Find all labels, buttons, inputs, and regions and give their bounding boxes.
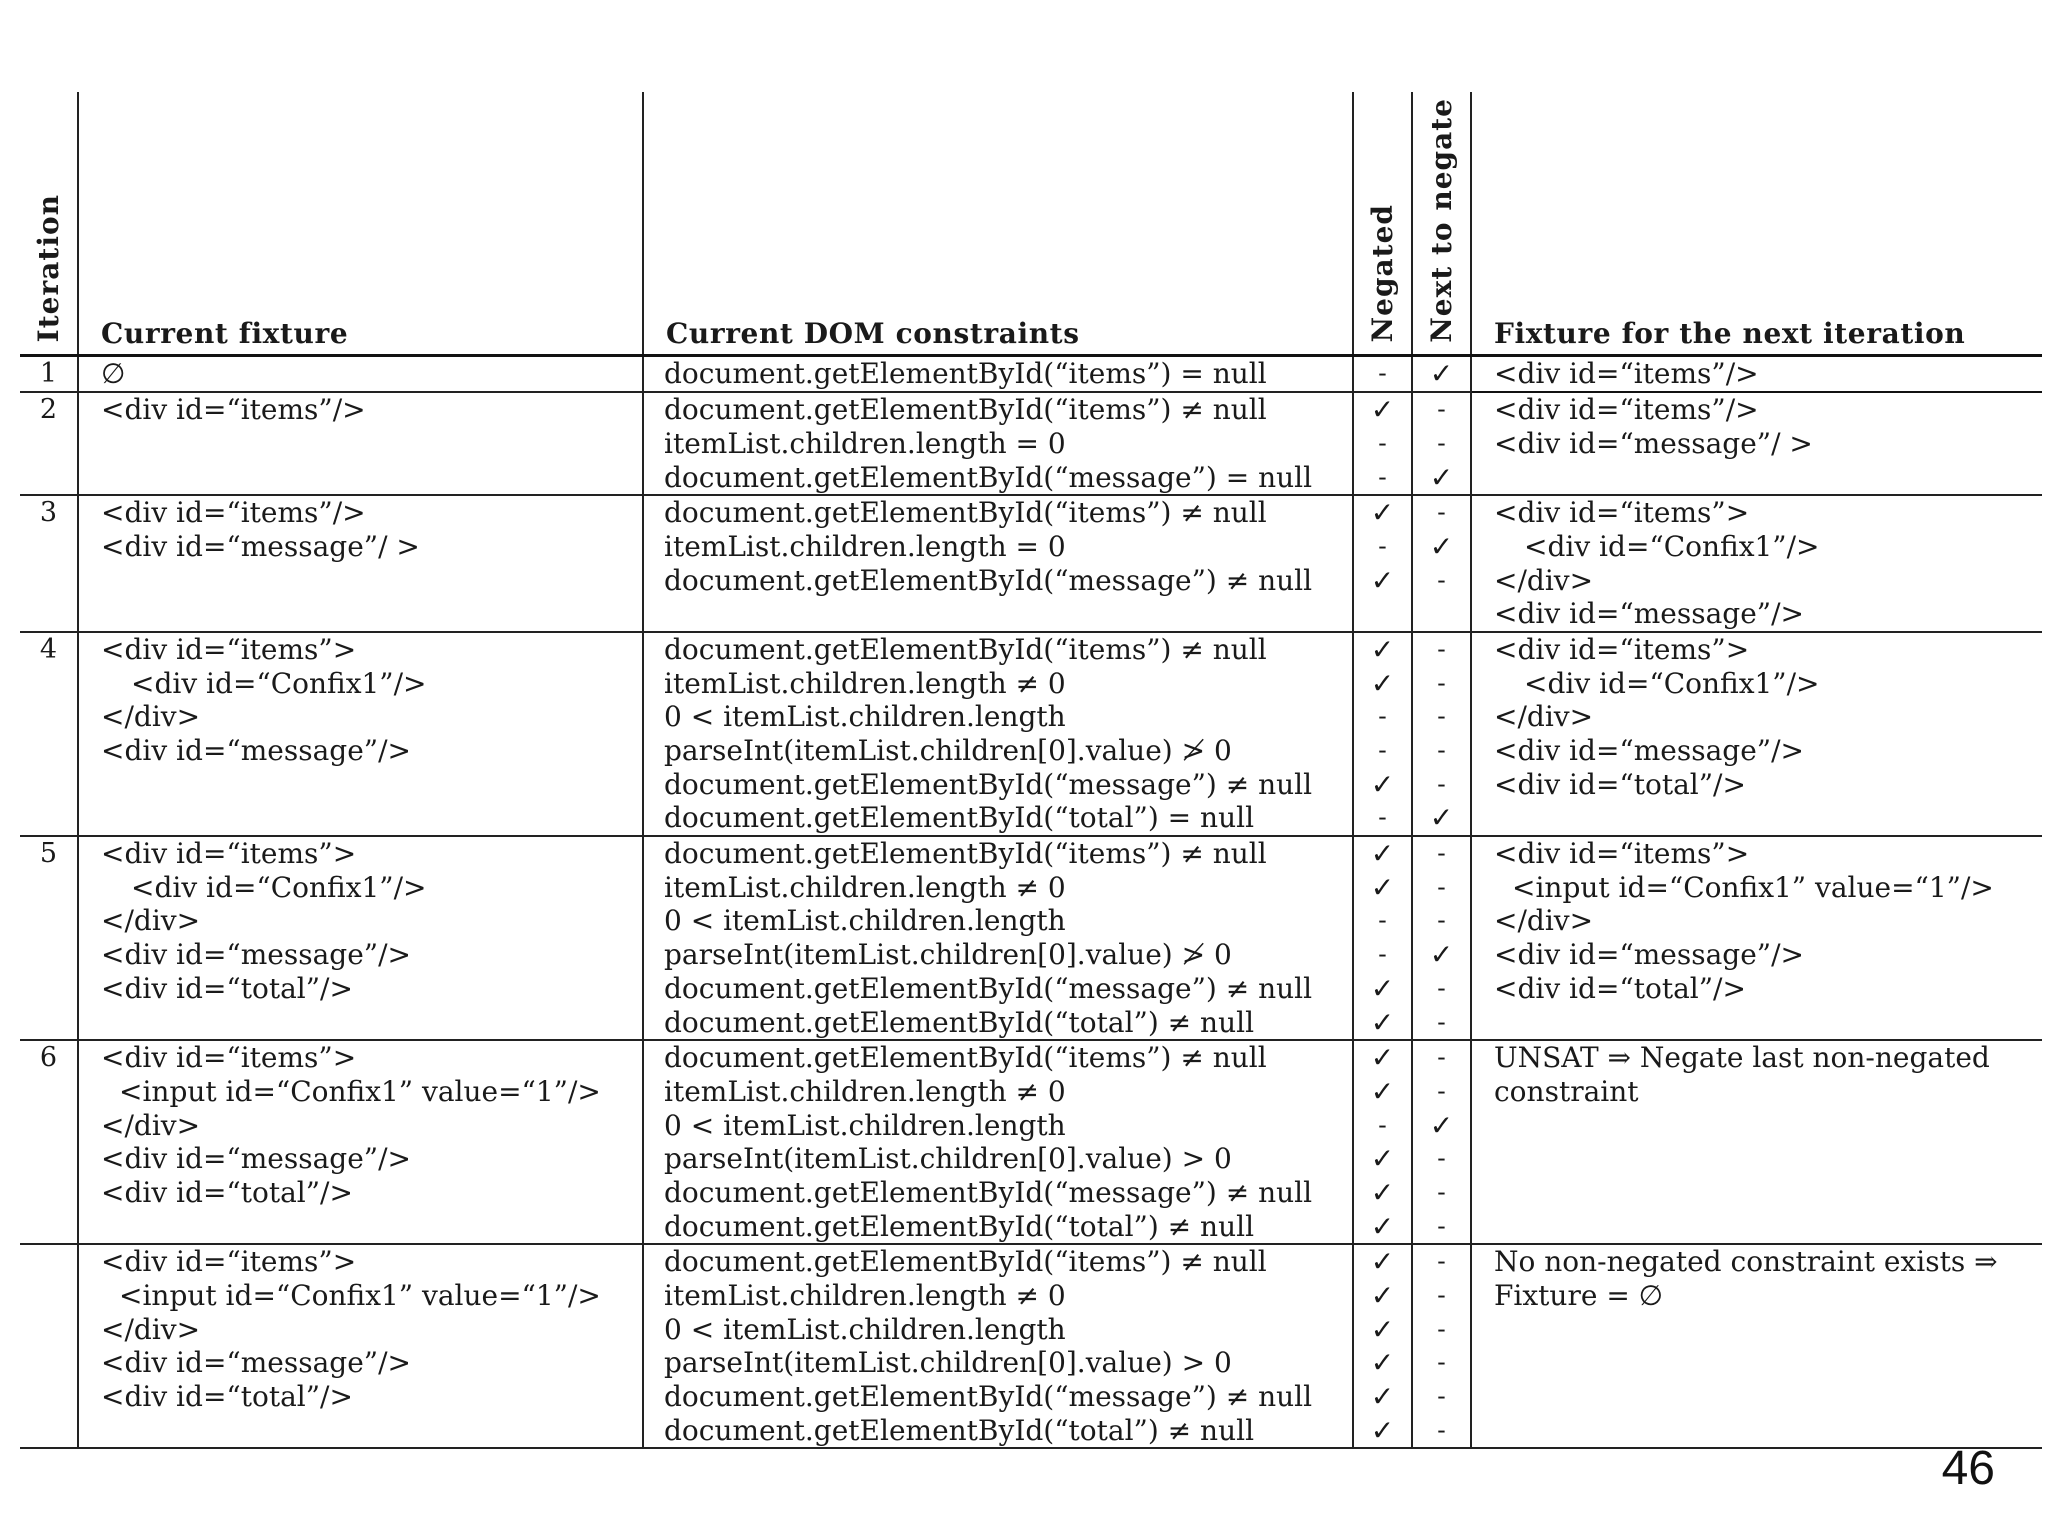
dash-mark: - [1437,1076,1446,1105]
cell-negated [1353,1244,1412,1448]
dash-mark: - [1378,531,1387,560]
check-mark-icon: ✓ [1429,357,1454,391]
cell-next-to-negate [1412,836,1471,1040]
table-row [20,836,2042,1040]
check-mark-icon: ✓ [1370,1380,1395,1414]
dash-mark: - [1437,906,1446,935]
cell-dom-constraints [643,356,1353,392]
cell-current-fixture [78,836,643,1040]
cell-fixture-next-iteration [1471,356,2042,392]
cell-iteration [20,632,78,836]
constraint-line: document.getElementById(“message”) ≠ null [664,1380,1313,1414]
next-fixture-line: <div id=“Confix1”/> [1524,529,1820,563]
iteration-table [20,92,2042,1449]
cell-current-fixture [78,392,643,495]
constraint-line: document.getElementById(“message”) ≠ null [664,1175,1313,1209]
iteration-number: 3 [39,497,58,529]
fixture-line: <div id=“total”/> [101,1175,353,1209]
constraint-line: document.getElementById(“items”) ≠ null [664,1041,1267,1075]
constraint-line: 0 < itemList.children.length [664,700,1066,734]
fixture-line: <div id=“items”> [101,1041,357,1075]
cell-negated [1353,392,1412,495]
cell-next-to-negate [1412,1244,1471,1448]
cell-fixture-next-iteration [1471,392,2042,495]
header-negated-label: Negated [1365,204,1399,343]
fixture-line: ∅ [101,357,126,391]
next-fixture-line: </div> [1494,563,1594,597]
dash-mark: - [1437,736,1446,765]
cell-negated [1353,495,1412,632]
check-mark-icon: ✓ [1370,1245,1395,1279]
cell-iteration [20,392,78,495]
fixture-line: <div id=“message”/> [101,1142,411,1176]
cell-next-to-negate [1412,632,1471,836]
dash-mark: - [1378,1110,1387,1139]
dash-mark: - [1437,839,1446,868]
constraint-line: document.getElementById(“items”) ≠ null [664,496,1267,530]
check-mark-icon: ✓ [1370,1041,1395,1075]
check-mark-icon: ✓ [1370,393,1395,427]
fixture-line: </div> [101,1108,201,1142]
next-fixture-line: </div> [1494,904,1594,938]
fixture-line: <div id=“total”/> [101,971,353,1005]
check-mark-icon: ✓ [1429,1108,1454,1142]
cell-dom-constraints [643,632,1353,836]
next-fixture-line: No non-negated constraint exists ⇒ [1494,1245,1998,1279]
cell-dom-constraints [643,1244,1353,1448]
check-mark-icon: ✓ [1370,1142,1395,1176]
fixture-line: <div id=“total”/> [101,1380,353,1414]
table-row [20,495,2042,632]
cell-dom-constraints [643,392,1353,495]
dash-mark: - [1437,1382,1446,1411]
cell-iteration [20,836,78,1040]
table-row [20,392,2042,495]
cell-dom-constraints [643,1040,1353,1244]
dash-mark: - [1378,428,1387,457]
next-fixture-line: <div id=“items”> [1494,837,1750,871]
constraint-line: itemList.children.length ≠ 0 [664,870,1066,904]
cell-current-fixture [78,356,643,392]
dash-mark: - [1378,906,1387,935]
constraint-line: document.getElementById(“message”) ≠ null [664,971,1313,1005]
fixture-line: <div id=“items”/> [101,496,366,530]
fixture-line: <div id=“Confix1”/> [131,870,427,904]
constraint-line: document.getElementById(“total”) ≠ null [664,1413,1255,1447]
dash-mark: - [1437,872,1446,901]
constraint-line: itemList.children.length ≠ 0 [664,1279,1066,1313]
dash-mark: - [1437,1177,1446,1206]
constraint-line: document.getElementById(“items”) ≠ null [664,837,1267,871]
check-mark-icon: ✓ [1370,1005,1395,1039]
cell-next-to-negate [1412,392,1471,495]
check-mark-icon: ✓ [1370,496,1395,530]
cell-iteration [20,495,78,632]
constraint-line: document.getElementById(“message”) ≠ null [664,767,1313,801]
fixture-line: <div id=“items”/> [101,393,366,427]
constraint-line: parseInt(itemList.children[0].value) ≯ 0 [664,938,1232,972]
dash-mark: - [1437,1348,1446,1377]
header-next-to-negate [1412,92,1471,356]
dash-mark: - [1437,1314,1446,1343]
next-fixture-line: <div id=“items”> [1494,632,1750,666]
dash-mark: - [1378,940,1387,969]
constraint-line: document.getElementById(“message”) ≠ null [664,563,1313,597]
fixture-line: <div id=“Confix1”/> [131,666,427,700]
iteration-number: 2 [39,394,58,426]
cell-fixture-next-iteration [1471,836,2042,1040]
cell-current-fixture [78,632,643,836]
constraint-line: parseInt(itemList.children[0].value) > 0 [664,1346,1232,1380]
constraint-line: parseInt(itemList.children[0].value) > 0 [664,1142,1232,1176]
fixture-line: <input id=“Confix1” value=“1”/> [119,1279,601,1313]
next-fixture-line: <input id=“Confix1” value=“1”/> [1512,870,1994,904]
dash-mark: - [1437,1007,1446,1036]
check-mark-icon: ✓ [1370,1279,1395,1313]
iteration-number: 6 [39,1042,58,1074]
dash-mark: - [1437,1281,1446,1310]
dash-mark: - [1378,736,1387,765]
iteration-number: 1 [39,358,58,390]
dash-mark: - [1437,428,1446,457]
check-mark-icon: ✓ [1370,837,1395,871]
next-fixture-line: </div> [1494,700,1594,734]
dash-mark: - [1437,634,1446,663]
cell-next-to-negate [1412,356,1471,392]
iteration-number: 5 [39,838,58,870]
check-mark-icon: ✓ [1370,1312,1395,1346]
cell-iteration [20,1040,78,1244]
dash-mark: - [1378,702,1387,731]
fixture-line: <div id=“message”/> [101,1346,411,1380]
next-fixture-line: <div id=“message”/ > [1494,426,1813,460]
dash-mark: - [1437,395,1446,424]
dash-mark: - [1437,1247,1446,1276]
next-fixture-line: <div id=“items”/> [1494,393,1759,427]
cell-fixture-next-iteration [1471,632,2042,836]
table-row [20,1040,2042,1244]
next-fixture-line: <div id=“message”/> [1494,938,1804,972]
header-iteration-label: Iteration [31,194,65,343]
fixture-line: <div id=“items”> [101,632,357,666]
dash-mark: - [1437,769,1446,798]
check-mark-icon: ✓ [1429,529,1454,563]
constraint-line: document.getElementById(“items”) ≠ null [664,1245,1267,1279]
table-body [20,356,2042,1449]
constraint-line: document.getElementById(“total”) ≠ null [664,1005,1255,1039]
constraint-line: 0 < itemList.children.length [664,904,1066,938]
dash-mark: - [1378,359,1387,388]
cell-fixture-next-iteration [1471,1244,2042,1448]
dash-mark: - [1437,702,1446,731]
next-fixture-line: <div id=“items”/> [1494,357,1759,391]
check-mark-icon: ✓ [1370,632,1395,666]
cell-negated [1353,836,1412,1040]
dash-mark: - [1437,498,1446,527]
cell-current-fixture [78,1244,643,1448]
cell-negated [1353,356,1412,392]
cell-current-fixture [78,1040,643,1244]
fixture-line: <input id=“Confix1” value=“1”/> [119,1074,601,1108]
table-row [20,632,2042,836]
constraint-line: document.getElementById(“items”) = null [664,357,1267,391]
fixture-line: <div id=“message”/> [101,938,411,972]
check-mark-icon: ✓ [1370,1346,1395,1380]
cell-next-to-negate [1412,495,1471,632]
constraint-line: 0 < itemList.children.length [664,1108,1066,1142]
check-mark-icon: ✓ [1370,767,1395,801]
constraint-line: document.getElementById(“items”) ≠ null [664,632,1267,666]
header-fixture-next-iteration: Fixture for the next iteration [1471,92,2042,356]
next-fixture-line: <div id=“total”/> [1494,767,1746,801]
constraint-line: document.getElementById(“total”) = null [664,801,1255,835]
next-fixture-line: constraint [1494,1074,1639,1108]
dash-mark: - [1437,1043,1446,1072]
page-number: 46 [1941,1442,1995,1495]
dash-mark: - [1437,565,1446,594]
header-current-dom-constraints: Current DOM constraints [643,92,1353,356]
check-mark-icon: ✓ [1370,1074,1395,1108]
constraint-line: document.getElementById(“total”) ≠ null [664,1209,1255,1243]
cell-fixture-next-iteration [1471,1040,2042,1244]
check-mark-icon: ✓ [1370,563,1395,597]
check-mark-icon: ✓ [1370,870,1395,904]
next-fixture-line: <div id=“message”/> [1494,734,1804,768]
cell-dom-constraints [643,495,1353,632]
check-mark-icon: ✓ [1370,1413,1395,1447]
fixture-line: <div id=“message”/> [101,734,411,768]
fixture-line: <div id=“items”> [101,1245,357,1279]
fixture-line: <div id=“message”/ > [101,529,420,563]
cell-iteration [20,1244,78,1448]
next-fixture-line: <div id=“total”/> [1494,971,1746,1005]
next-fixture-line: Fixture = ∅ [1494,1279,1664,1313]
next-fixture-line: <div id=“message”/> [1494,597,1804,631]
check-mark-icon: ✓ [1429,938,1454,972]
fixture-line: </div> [101,904,201,938]
check-mark-icon: ✓ [1370,971,1395,1005]
constraint-line: itemList.children.length = 0 [664,529,1066,563]
dash-mark: - [1437,668,1446,697]
table-row [20,356,2042,392]
check-mark-icon: ✓ [1429,460,1454,494]
table-header-row [20,92,2042,356]
cell-iteration [20,356,78,392]
constraint-line: itemList.children.length = 0 [664,426,1066,460]
dash-mark: - [1437,1211,1446,1240]
cell-negated [1353,1040,1412,1244]
check-mark-icon: ✓ [1370,1175,1395,1209]
cell-negated [1353,632,1412,836]
constraint-line: document.getElementById(“message”) = null [664,460,1313,494]
dash-mark: - [1437,1415,1446,1444]
dash-mark: - [1378,462,1387,491]
constraint-line: itemList.children.length ≠ 0 [664,1074,1066,1108]
next-fixture-line: <div id=“items”> [1494,496,1750,530]
check-mark-icon: ✓ [1429,801,1454,835]
constraint-line: 0 < itemList.children.length [664,1312,1066,1346]
fixture-line: </div> [101,1312,201,1346]
fixture-line: </div> [101,700,201,734]
check-mark-icon: ✓ [1370,1209,1395,1243]
iteration-number [20,1245,77,1279]
constraint-line: parseInt(itemList.children[0].value) ≯ 0 [664,734,1232,768]
cell-fixture-next-iteration [1471,495,2042,632]
cell-dom-constraints [643,836,1353,1040]
constraint-line: itemList.children.length ≠ 0 [664,666,1066,700]
table-row [20,1244,2042,1448]
dash-mark: - [1437,1144,1446,1173]
dash-mark: - [1378,803,1387,832]
header-current-fixture: Current fixture [78,92,643,356]
iteration-number: 4 [39,633,58,665]
constraint-line: document.getElementById(“items”) ≠ null [664,393,1267,427]
next-fixture-line: UNSAT ⇒ Negate last non-negated [1494,1041,1990,1075]
fixture-line: <div id=“items”> [101,837,357,871]
header-iteration [20,92,78,356]
next-fixture-line: <div id=“Confix1”/> [1524,666,1820,700]
header-negated [1353,92,1412,356]
cell-next-to-negate [1412,1040,1471,1244]
header-next-to-negate-label: Next to negate [1424,98,1458,343]
cell-current-fixture [78,495,643,632]
check-mark-icon: ✓ [1370,666,1395,700]
dash-mark: - [1437,973,1446,1002]
